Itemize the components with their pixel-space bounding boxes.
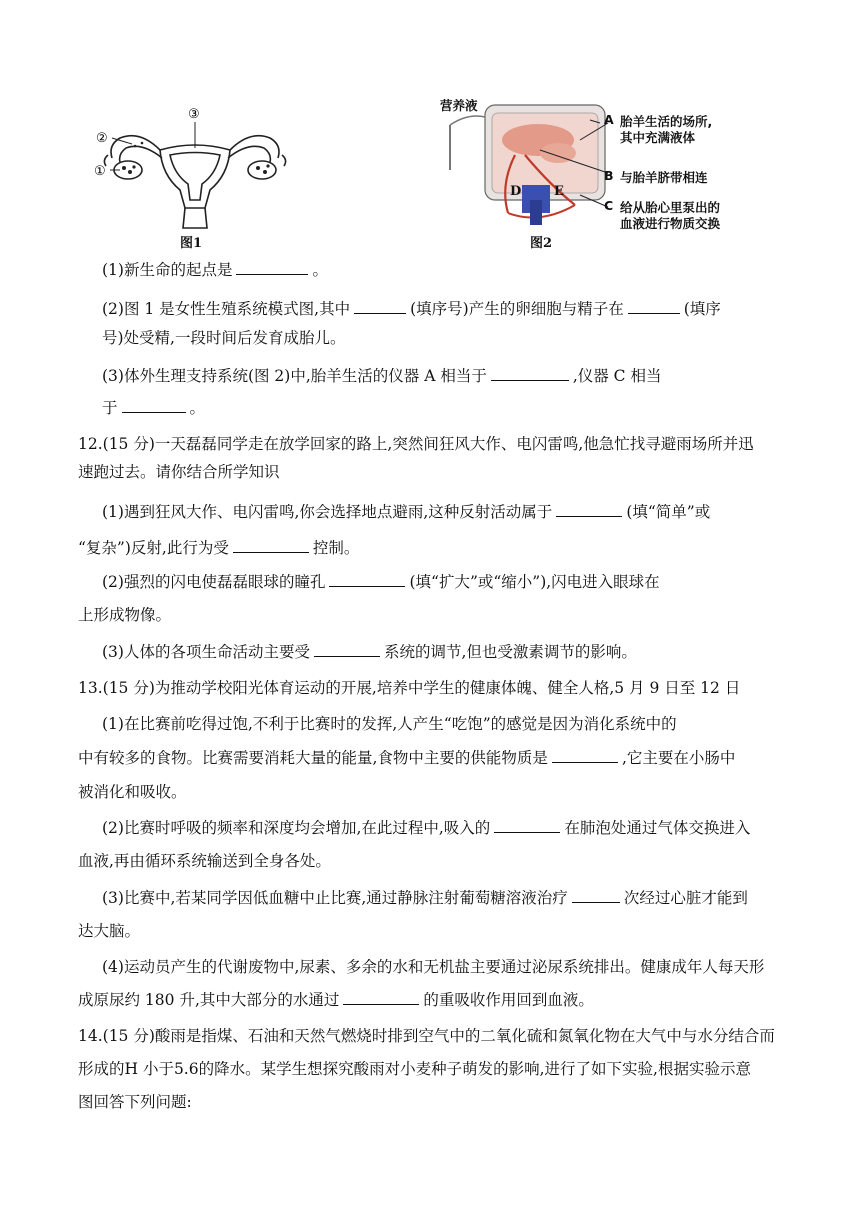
q14-heading-end: 图回答下列问题:	[78, 1093, 192, 1111]
q13-part1-end: 被消化和吸收。	[78, 783, 187, 801]
figure-1-caption: 图1	[180, 236, 203, 251]
q14-heading-cont: 形成的H 小于5.6的降水。某学生想探究酸雨对小麦种子萌发的影响,进行了如下实验,根据实验示意	[78, 1060, 751, 1078]
answer-blank[interactable]	[354, 297, 406, 314]
q12-part1: (1)遇到狂风大作、电闪雷鸣,你会选择地点避雨,这种反射活动属于 (填“简单”或	[102, 500, 800, 524]
q12-part2: (2)强烈的闪电使磊磊眼球的瞳孔 (填“扩大”或“缩小”),闪电进入眼球在	[102, 570, 800, 594]
q13-part2-cont: 血液,再由循环系统输送到全身各处。	[78, 852, 331, 870]
answer-blank[interactable]	[491, 364, 569, 381]
letter-e: E	[554, 184, 564, 199]
answer-blank[interactable]	[494, 816, 560, 833]
q12-part1-cont: “复杂”)反射,此行为受 控制。	[78, 536, 800, 560]
q12-heading: 12.(15 分)一天磊磊同学走在放学回家的路上,突然间狂风大作、电闪雷鸣,他急忙找寻避雨场所并迅	[78, 435, 754, 453]
nutrient-solution-label: 营养液	[440, 98, 478, 113]
q13-heading: 13.(15 分)为推动学校阳光体育运动的开展,培养中学生的健康体魄、健全人格,5 月 9 日至 12 日	[78, 679, 741, 697]
figure-1-reproductive-system	[90, 100, 300, 250]
marker-3: ③	[188, 107, 200, 122]
answer-blank[interactable]	[233, 536, 309, 553]
answer-blank[interactable]	[122, 396, 186, 413]
answer-blank[interactable]	[572, 886, 620, 903]
label-c-line2: 血液进行物质交换	[620, 216, 721, 231]
q13-part4: (4)运动员产生的代谢废物中,尿素、多余的水和无机盐主要通过泌尿系统排出。健康成年人每天形	[102, 958, 765, 976]
label-a-line2: 其中充满液体	[620, 130, 696, 145]
q13-part1-cont: 中有较多的食物。比赛需要消耗大量的能量,食物中主要的供能物质是 ,它主要在小肠中	[78, 746, 800, 770]
q14-heading: 14.(15 分)酸雨是指煤、石油和天然气燃烧时排到空气中的二氧化硫和氮氧化物在大气中与水分结合而	[78, 1027, 775, 1045]
label-c-letter: C	[604, 198, 614, 213]
q13-part3-cont: 达大脑。	[78, 922, 141, 940]
figure-2-caption: 图2	[530, 236, 553, 251]
q13-part3: (3)比赛中,若某同学因低血糖中止比赛,通过静脉注射葡萄糖溶液治疗 次经过心脏才能到	[102, 886, 800, 910]
q11-part1: (1)新生命的起点是 。	[102, 258, 800, 282]
q11-part3: (3)体外生理支持系统(图 2)中,胎羊生活的仪器 A 相当于 ,仪器 C 相当	[102, 364, 800, 388]
q13-part4-cont: 成原尿约 180 升,其中大部分的水通过 的重吸收作用回到血液。	[78, 988, 800, 1012]
answer-blank[interactable]	[329, 570, 405, 587]
label-c-line1: 给从胎心里泵出的	[620, 200, 721, 215]
q12-heading-cont: 速跑过去。请你结合所学知识	[78, 463, 280, 481]
label-a-letter: A	[604, 112, 614, 127]
label-b-letter: B	[604, 168, 614, 183]
answer-blank[interactable]	[236, 258, 308, 275]
marker-2: ②	[96, 131, 108, 146]
q11-part2-cont: 号)处受精,一段时间后发育成胎儿。	[102, 329, 346, 347]
answer-blank[interactable]	[556, 500, 622, 517]
q12-part2-cont: 上形成物像。	[78, 606, 172, 624]
uterus-diagram	[90, 100, 300, 250]
letter-d: D	[510, 184, 522, 199]
q13-part2: (2)比赛时呼吸的频率和深度均会增加,在此过程中,吸入的 在肺泡处通过气体交换进入	[102, 816, 800, 840]
label-a-line1: 胎羊生活的场所,	[620, 114, 713, 129]
answer-blank[interactable]	[552, 746, 618, 763]
q13-part1: (1)在比赛前吃得过饱,不利于比赛时的发挥,人产生“吃饱”的感觉是因为消化系统中的	[102, 715, 677, 733]
answer-blank[interactable]	[628, 297, 680, 314]
marker-1: ①	[94, 164, 106, 179]
answer-blank[interactable]	[343, 988, 419, 1005]
label-b-line1: 与胎羊脐带相连	[620, 170, 708, 185]
answer-blank[interactable]	[314, 640, 380, 657]
q11-part2: (2)图 1 是女性生殖系统模式图,其中 (填序号)产生的卵细胞与精子在 (填序	[102, 297, 800, 321]
q11-part3-cont: 于 。	[102, 396, 800, 420]
q12-part3: (3)人体的各项生命活动主要受 系统的调节,但也受激素调节的影响。	[102, 640, 800, 664]
